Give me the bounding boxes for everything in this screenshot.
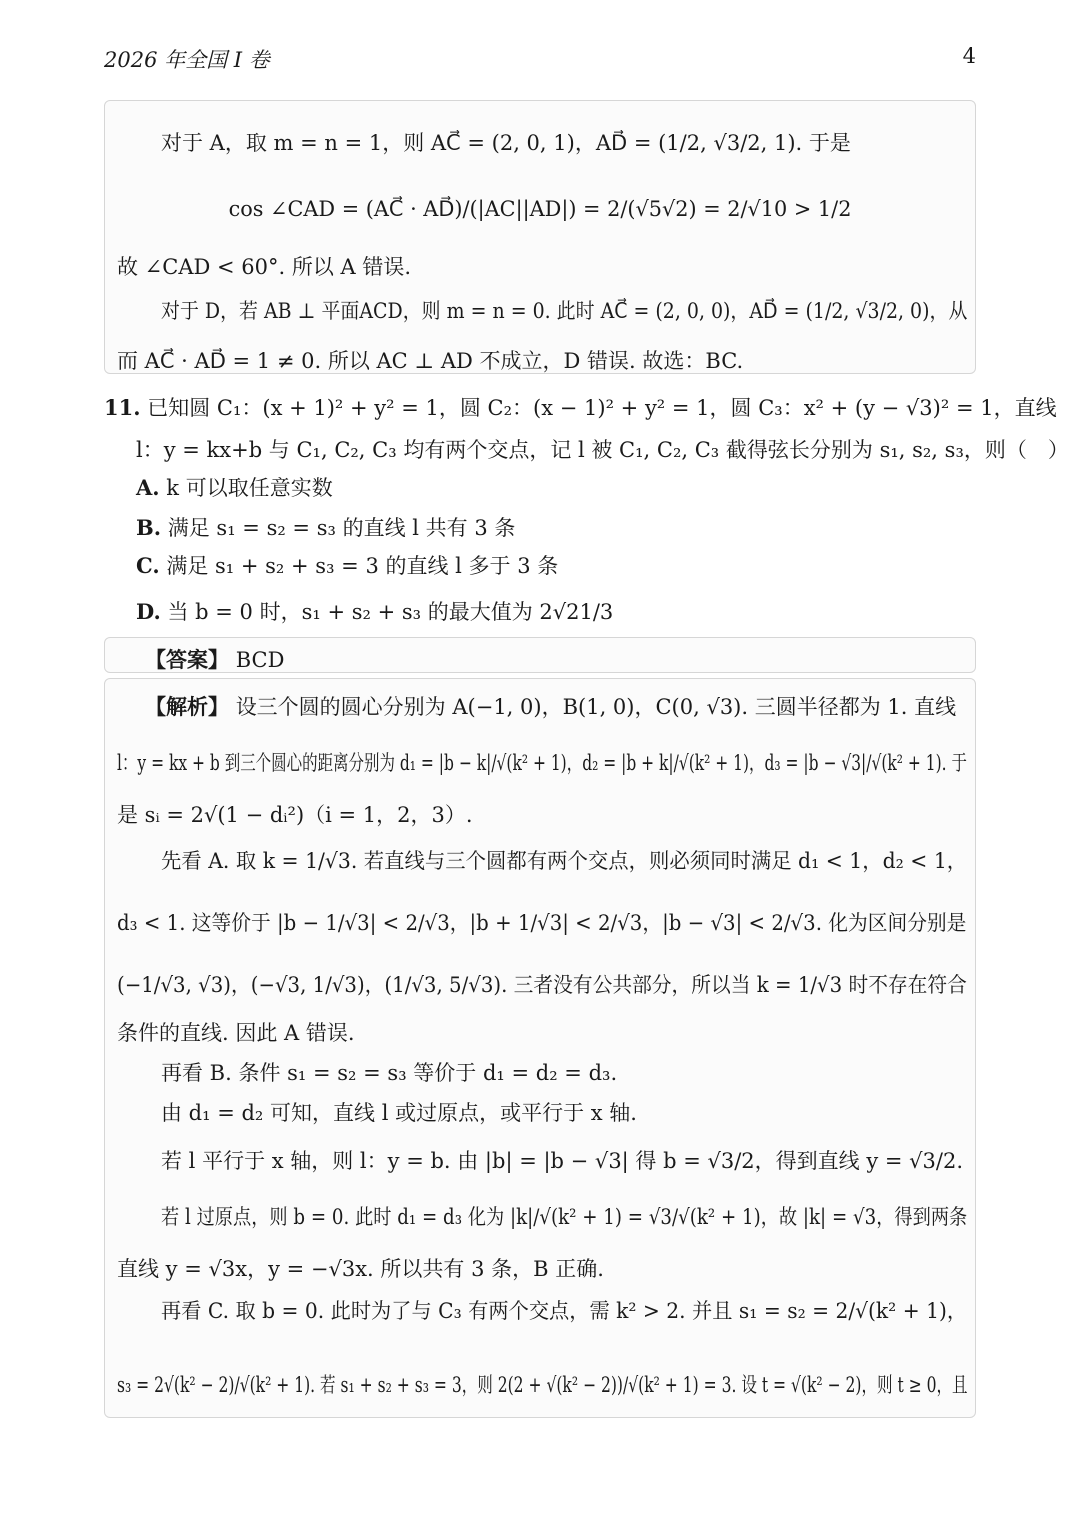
question-number: 11. — [104, 395, 141, 420]
analysis-line: 条件的直线. 因此 A 错误. — [117, 1021, 355, 1045]
solution-line: 而 AC⃗ · AD⃗ = 1 ≠ 0. 所以 AC ⊥ AD 不成立，D 错误. 故选：BC. — [117, 349, 744, 373]
cosine-formula: cos ∠CAD = (AC⃗ · AD⃗)/(|AC||AD|) = 2/(√5√2) = 2/√10 > 1/2 — [228, 197, 852, 221]
answer-label: 【答案】 — [145, 647, 229, 672]
analysis-label: 【解析】 — [145, 694, 229, 719]
option-c[interactable]: C. 满足 s₁ + s₂ + s₃ = 3 的直线 l 多于 3 条 — [136, 553, 559, 578]
analysis-line: l：y = kx + b 到三个圆心的距离分别为 d₁ = |b − k|/√(k² + 1)，d₂ = |b + k|/√(k² + 1)，d₃ = |b − √3|/√(k² + 1). 于 — [117, 751, 967, 775]
page-number: 4 — [962, 44, 976, 68]
solution-line: 对于 A，取 m = n = 1，则 AC⃗ = (2, 0, 1)，AD⃗ = (1/2, √3/2, 1). 于是 — [161, 131, 851, 155]
analysis-line: (−1/√3, √3)，(−√3, 1/√3)，(1/√3, 5/√3). 三者没有公共部分，所以当 k = 1/√3 时不存在符合 — [117, 973, 967, 997]
solution-line: 对于 D，若 AB ⊥ 平面ACD，则 m = n = 0. 此时 AC⃗ = (2, 0, 0)，AD⃗ = (1/2, √3/2, 0)，从 — [161, 299, 968, 323]
analysis-line: 若 l 过原点，则 b = 0. 此时 d₁ = d₃ 化为 |k|/√(k² + 1) = √3/√(k² + 1)，故 |k| = √3，得到两条 — [161, 1205, 968, 1229]
analysis-line: 先看 A. 取 k = 1/√3. 若直线与三个圆都有两个交点，则必须同时满足 d₁ < 1，d₂ < 1， — [161, 849, 968, 873]
solution-line: 故 ∠CAD < 60°. 所以 A 错误. — [117, 255, 412, 279]
question-stem: l：y = kx+b 与 C₁, C₂, C₃ 均有两个交点，记 l 被 C₁, C₂, C₃ 截得弦长分别为 s₁, s₂, s₃，则（ ） — [136, 438, 1069, 462]
option-d[interactable]: D. 当 b = 0 时，s₁ + s₂ + s₃ 的最大值为 2√21/3 — [136, 599, 614, 624]
analysis-line: 直线 y = √3x，y = −√3x. 所以共有 3 条，B 正确. — [117, 1257, 604, 1281]
analysis-line: 由 d₁ = d₂ 可知，直线 l 或过原点，或平行于 x 轴. — [161, 1101, 637, 1125]
analysis-box — [104, 678, 976, 1418]
analysis-line: 再看 B. 条件 s₁ = s₂ = s₃ 等价于 d₁ = d₂ = d₃. — [161, 1061, 618, 1085]
answer-value: BCD — [235, 648, 285, 672]
analysis-line: d₃ < 1. 这等价于 |b − 1/√3| < 2/√3，|b + 1/√3| < 2/√3，|b − √3| < 2/√3. 化为区间分别是 — [117, 911, 967, 935]
page-header — [104, 44, 976, 78]
exam-title: 2026 年全国 I 卷 — [104, 48, 270, 72]
analysis-line: s₃ = 2√(k² − 2)/√(k² + 1). 若 s₁ + s₂ + s₃ = 3，则 2(2 + √(k² − 2))/√(k² + 1) = 3. 设 t = √(k² − 2)，则 t ≥ 0，且 — [117, 1373, 968, 1397]
analysis-line: 是 sᵢ = 2√(1 − dᵢ²)（i = 1，2，3）. — [117, 803, 473, 827]
previous-solution-box — [104, 100, 976, 374]
option-b[interactable]: B. 满足 s₁ = s₂ = s₃ 的直线 l 共有 3 条 — [136, 515, 516, 540]
analysis-line: 若 l 平行于 x 轴，则 l：y = b. 由 |b| = |b − √3| 得 b = √3/2，得到直线 y = √3/2. — [161, 1149, 964, 1173]
option-a[interactable]: A. k 可以取任意实数 — [136, 475, 333, 500]
analysis-line: 设三个圆的圆心分别为 A(−1, 0)，B(1, 0)，C(0, √3). 三圆半径都为 1. 直线 — [235, 695, 957, 719]
answer-box — [104, 637, 976, 673]
question-stem: 已知圆 C₁：(x + 1)² + y² = 1，圆 C₂：(x − 1)² + y² = 1，圆 C₃：x² + (y − √3)² = 1，直线 — [147, 396, 1057, 420]
analysis-line: 再看 C. 取 b = 0. 此时为了与 C₃ 有两个交点，需 k² > 2. 并且 s₁ = s₂ = 2/√(k² + 1)， — [161, 1299, 968, 1323]
